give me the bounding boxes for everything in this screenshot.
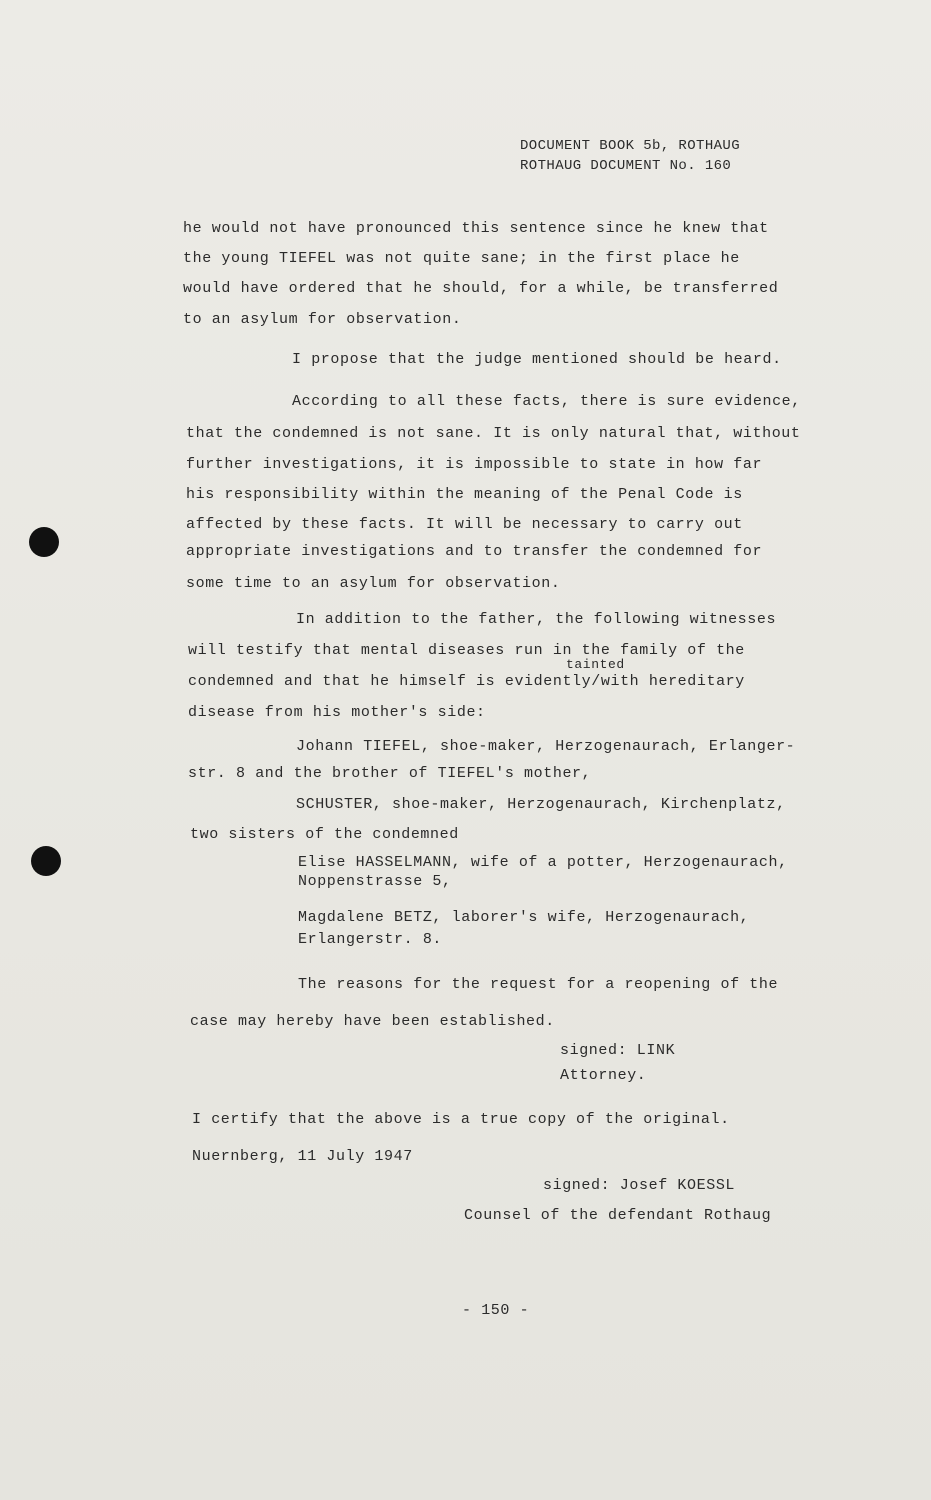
text-line: Johann TIEFEL, shoe-maker, Herzogenaurach, Erlanger- <box>296 738 796 755</box>
header-line-2: ROTHAUG DOCUMENT No. 160 <box>520 158 732 174</box>
text-line: his responsibility within the meaning of the Penal Code is <box>186 486 743 503</box>
text-line: disease from his mother's side: <box>188 704 486 721</box>
text-line: would have ordered that he should, for a while, be transferred <box>183 280 779 297</box>
text-line: further investigations, it is impossible to state in how far <box>186 456 763 473</box>
text-line: some time to an asylum for observation. <box>186 575 561 592</box>
page-number: - 150 - <box>462 1302 530 1319</box>
signature-role: Counsel of the defendant Rothaug <box>464 1207 772 1224</box>
text-line: Magdalene BETZ, laborer's wife, Herzogenaurach, <box>298 909 750 926</box>
text-line: According to all these facts, there is sure evidence, <box>292 393 801 410</box>
text-line: the young TIEFEL was not quite sane; in the first place he <box>183 250 740 267</box>
interlinear-insertion: tainted <box>566 657 625 672</box>
text-line: SCHUSTER, shoe-maker, Herzogenaurach, Kirchenplatz, <box>296 796 786 813</box>
text-line: Noppenstrasse 5, <box>298 873 452 890</box>
text-line: I propose that the judge mentioned should be heard. <box>292 351 782 368</box>
punch-hole <box>29 527 59 557</box>
text-line: that the condemned is not sane. It is only natural that, without <box>186 425 801 442</box>
text-line: affected by these facts. It will be necessary to carry out <box>186 516 743 533</box>
punch-hole <box>31 846 61 876</box>
certification-line: I certify that the above is a true copy of the original. <box>192 1111 730 1128</box>
signature-koessl: signed: Josef KOESSL <box>543 1177 736 1194</box>
text-line: case may hereby have been established. <box>190 1013 555 1030</box>
text-line: appropriate investigations and to transfer the condemned for <box>186 543 763 560</box>
header-line-1: DOCUMENT BOOK 5b, ROTHAUG <box>520 138 741 154</box>
text-line: The reasons for the request for a reopening of the <box>298 976 779 993</box>
signature-link: signed: LINK <box>560 1042 676 1059</box>
signature-title: Attorney. <box>560 1067 647 1084</box>
text-line: str. 8 and the brother of TIEFEL's mother, <box>188 765 592 782</box>
text-line: Erlangerstr. 8. <box>298 931 443 948</box>
text-line: Elise HASSELMANN, wife of a potter, Herzogenaurach, <box>298 854 788 871</box>
text-line: will testify that mental diseases run in the family of the <box>188 642 745 659</box>
text-line: two sisters of the condemned <box>190 826 459 843</box>
text-line: he would not have pronounced this sentence since he knew that <box>183 220 769 237</box>
text-line: to an asylum for observation. <box>183 311 462 328</box>
place-date: Nuernberg, 11 July 1947 <box>192 1148 413 1165</box>
text-line: condemned and that he himself is evidently/with hereditary <box>188 673 745 690</box>
text-line: In addition to the father, the following witnesses <box>296 611 777 628</box>
